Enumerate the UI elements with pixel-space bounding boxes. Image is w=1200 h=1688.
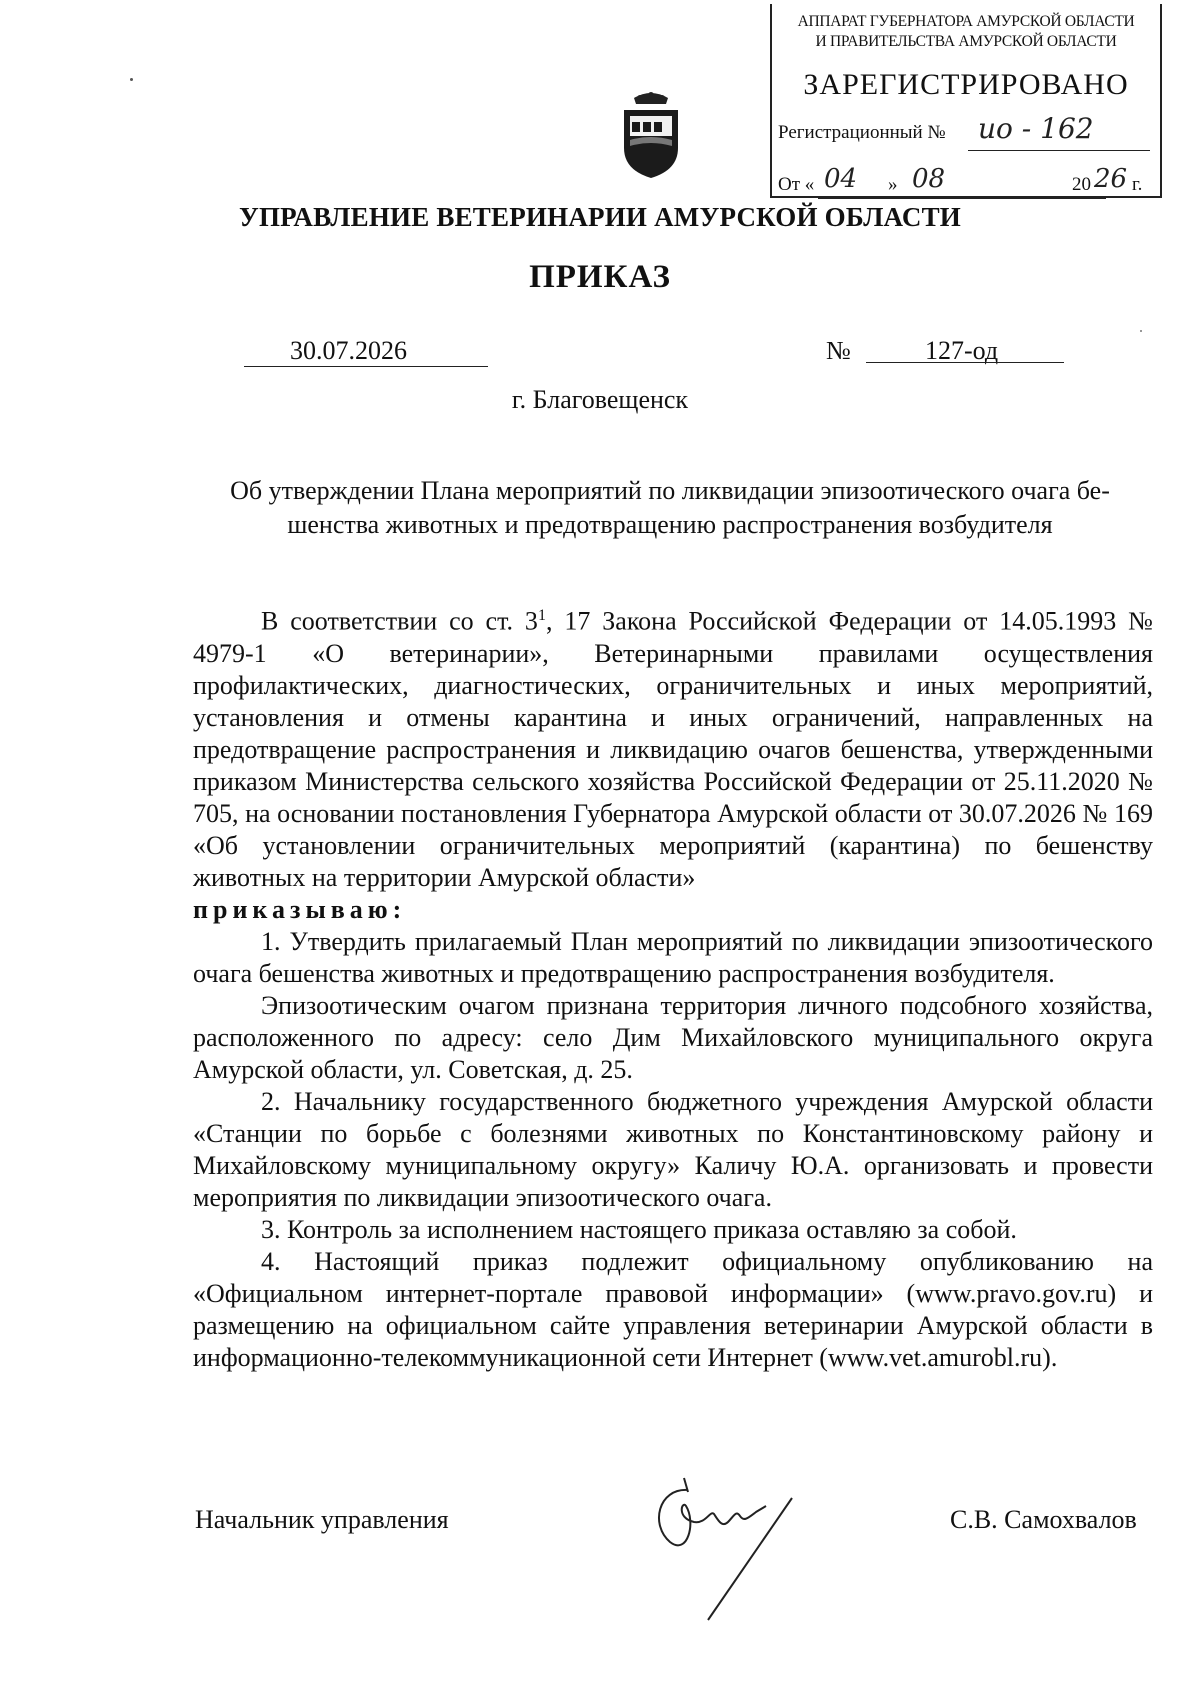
order-body <box>193 600 1153 1374</box>
stamp-reg-number: ио - 162 <box>978 112 1094 145</box>
registration-stamp <box>770 4 1162 198</box>
order-word: приказываю: <box>193 894 407 924</box>
item-1: 1. Утвердить прилагаемый План мероприятий по ликвидации эпизоотического очага бешенства животных и предотвращению распространения возбудителя. <box>193 926 1153 988</box>
order-date-underline <box>244 366 488 367</box>
order-number: 127-од <box>925 336 999 365</box>
stamp-date-prefix: От « <box>778 174 815 195</box>
stamp-date-mid: » <box>888 174 898 195</box>
stamp-date-month: 08 <box>912 164 946 194</box>
city: г. Благовещенск <box>511 385 689 414</box>
signatory-name: С.В. Самохвалов <box>950 1505 1137 1534</box>
order-number-underline <box>866 362 1064 363</box>
signatory-title: Начальник управления <box>195 1505 449 1534</box>
stamp-date-day: 04 <box>824 164 858 194</box>
stamp-year-end: г. <box>1132 174 1143 195</box>
organization-heading: УПРАВЛЕНИЕ ВЕТЕРИНАРИИ АМУРСКОЙ ОБЛАСТИ <box>238 202 962 232</box>
stamp-reg-underline <box>968 150 1150 151</box>
preamble-paragraph <box>193 600 1153 894</box>
stamp-reg-label: Регистрационный № <box>778 122 946 143</box>
item-3: 3. Контроль за исполнением настоящего приказа оставляю за собой. <box>261 1214 1017 1244</box>
document-type: ПРИКАЗ <box>529 259 671 295</box>
order-subject <box>190 474 1150 542</box>
preamble-start: В соответствии со ст. 3 <box>261 606 538 636</box>
preamble-rest: , 17 Закона Российской Федерации от 14.05.1993 № 4979-1 «О ветеринарии», Ветеринарными правилами осуществления профилактических, диагностических, ограничительных и иных мероприятий, установления и отмены карантина и иных ограничений, направленных на предотвращение распространения и ликвидацию очагов бешенства, утвержденными приказом Министерства сельского хозяйства Российской Федерации от 25.11.2020 № 705, на основании постановления Губернатора Амурской области от 30.07.2026 № 169 «Об установлении ограничительных мероприятий (карантина) по бешенству животных на территории Амурской области» <box>193 606 1153 892</box>
subject-line-2: шенства животных и предотвращению распространения возбудителя <box>287 510 1053 539</box>
preamble-superscript: 1 <box>537 607 546 624</box>
stamp-org-line1: АППАРАТ ГУБЕРНАТОРА АМУРСКОЙ ОБЛАСТИ <box>797 13 1135 30</box>
stamp-year-suffix: 26 <box>1094 164 1128 194</box>
order-number-label: № <box>826 336 851 365</box>
stamp-org-line2: И ПРАВИТЕЛЬСТВА АМУРСКОЙ ОБЛАСТИ <box>815 33 1117 50</box>
coat-of-arms-icon <box>620 92 682 180</box>
item-2: 2. Начальнику государственного бюджетного учреждения Амурской области «Станции по борьбе с болезнями животных по Константиновскому району и Михайловскому муниципальному округу» Каличу Ю.А. организовать и провести мероприятия по ликвидации эпизоотического очага. <box>193 1086 1153 1212</box>
item-1-note: Эпизоотическим очагом признана территория личного подсобного хозяйства, расположенного по адресу: село Дим Михайловского муниципального округа Амурской области, ул. Советская, д. 25. <box>193 990 1153 1084</box>
stamp-organization <box>772 12 1160 52</box>
stamp-year-prefix: 20 <box>1072 174 1091 195</box>
handwritten-signature-icon <box>648 1470 818 1630</box>
subject-line-1: Об утверждении Плана мероприятий по ликвидации эпизоотического очага бе- <box>230 476 1110 505</box>
scan-speck <box>1140 330 1142 332</box>
scan-speck <box>130 78 133 81</box>
stamp-date-underline <box>818 198 1106 199</box>
stamp-title: ЗАРЕГИСТРИРОВАНО <box>803 68 1129 101</box>
item-4: 4. Настоящий приказ подлежит официальному опубликованию на «Официальном интернет-портале правовой информации» (www.pravo.gov.ru) и размещению на официальном сайте управления ветеринарии Амурской области в информационно-телекоммуникационной сети Интернет (www.vet.amurobl.ru). <box>193 1246 1153 1372</box>
order-date: 30.07.2026 <box>290 336 407 365</box>
